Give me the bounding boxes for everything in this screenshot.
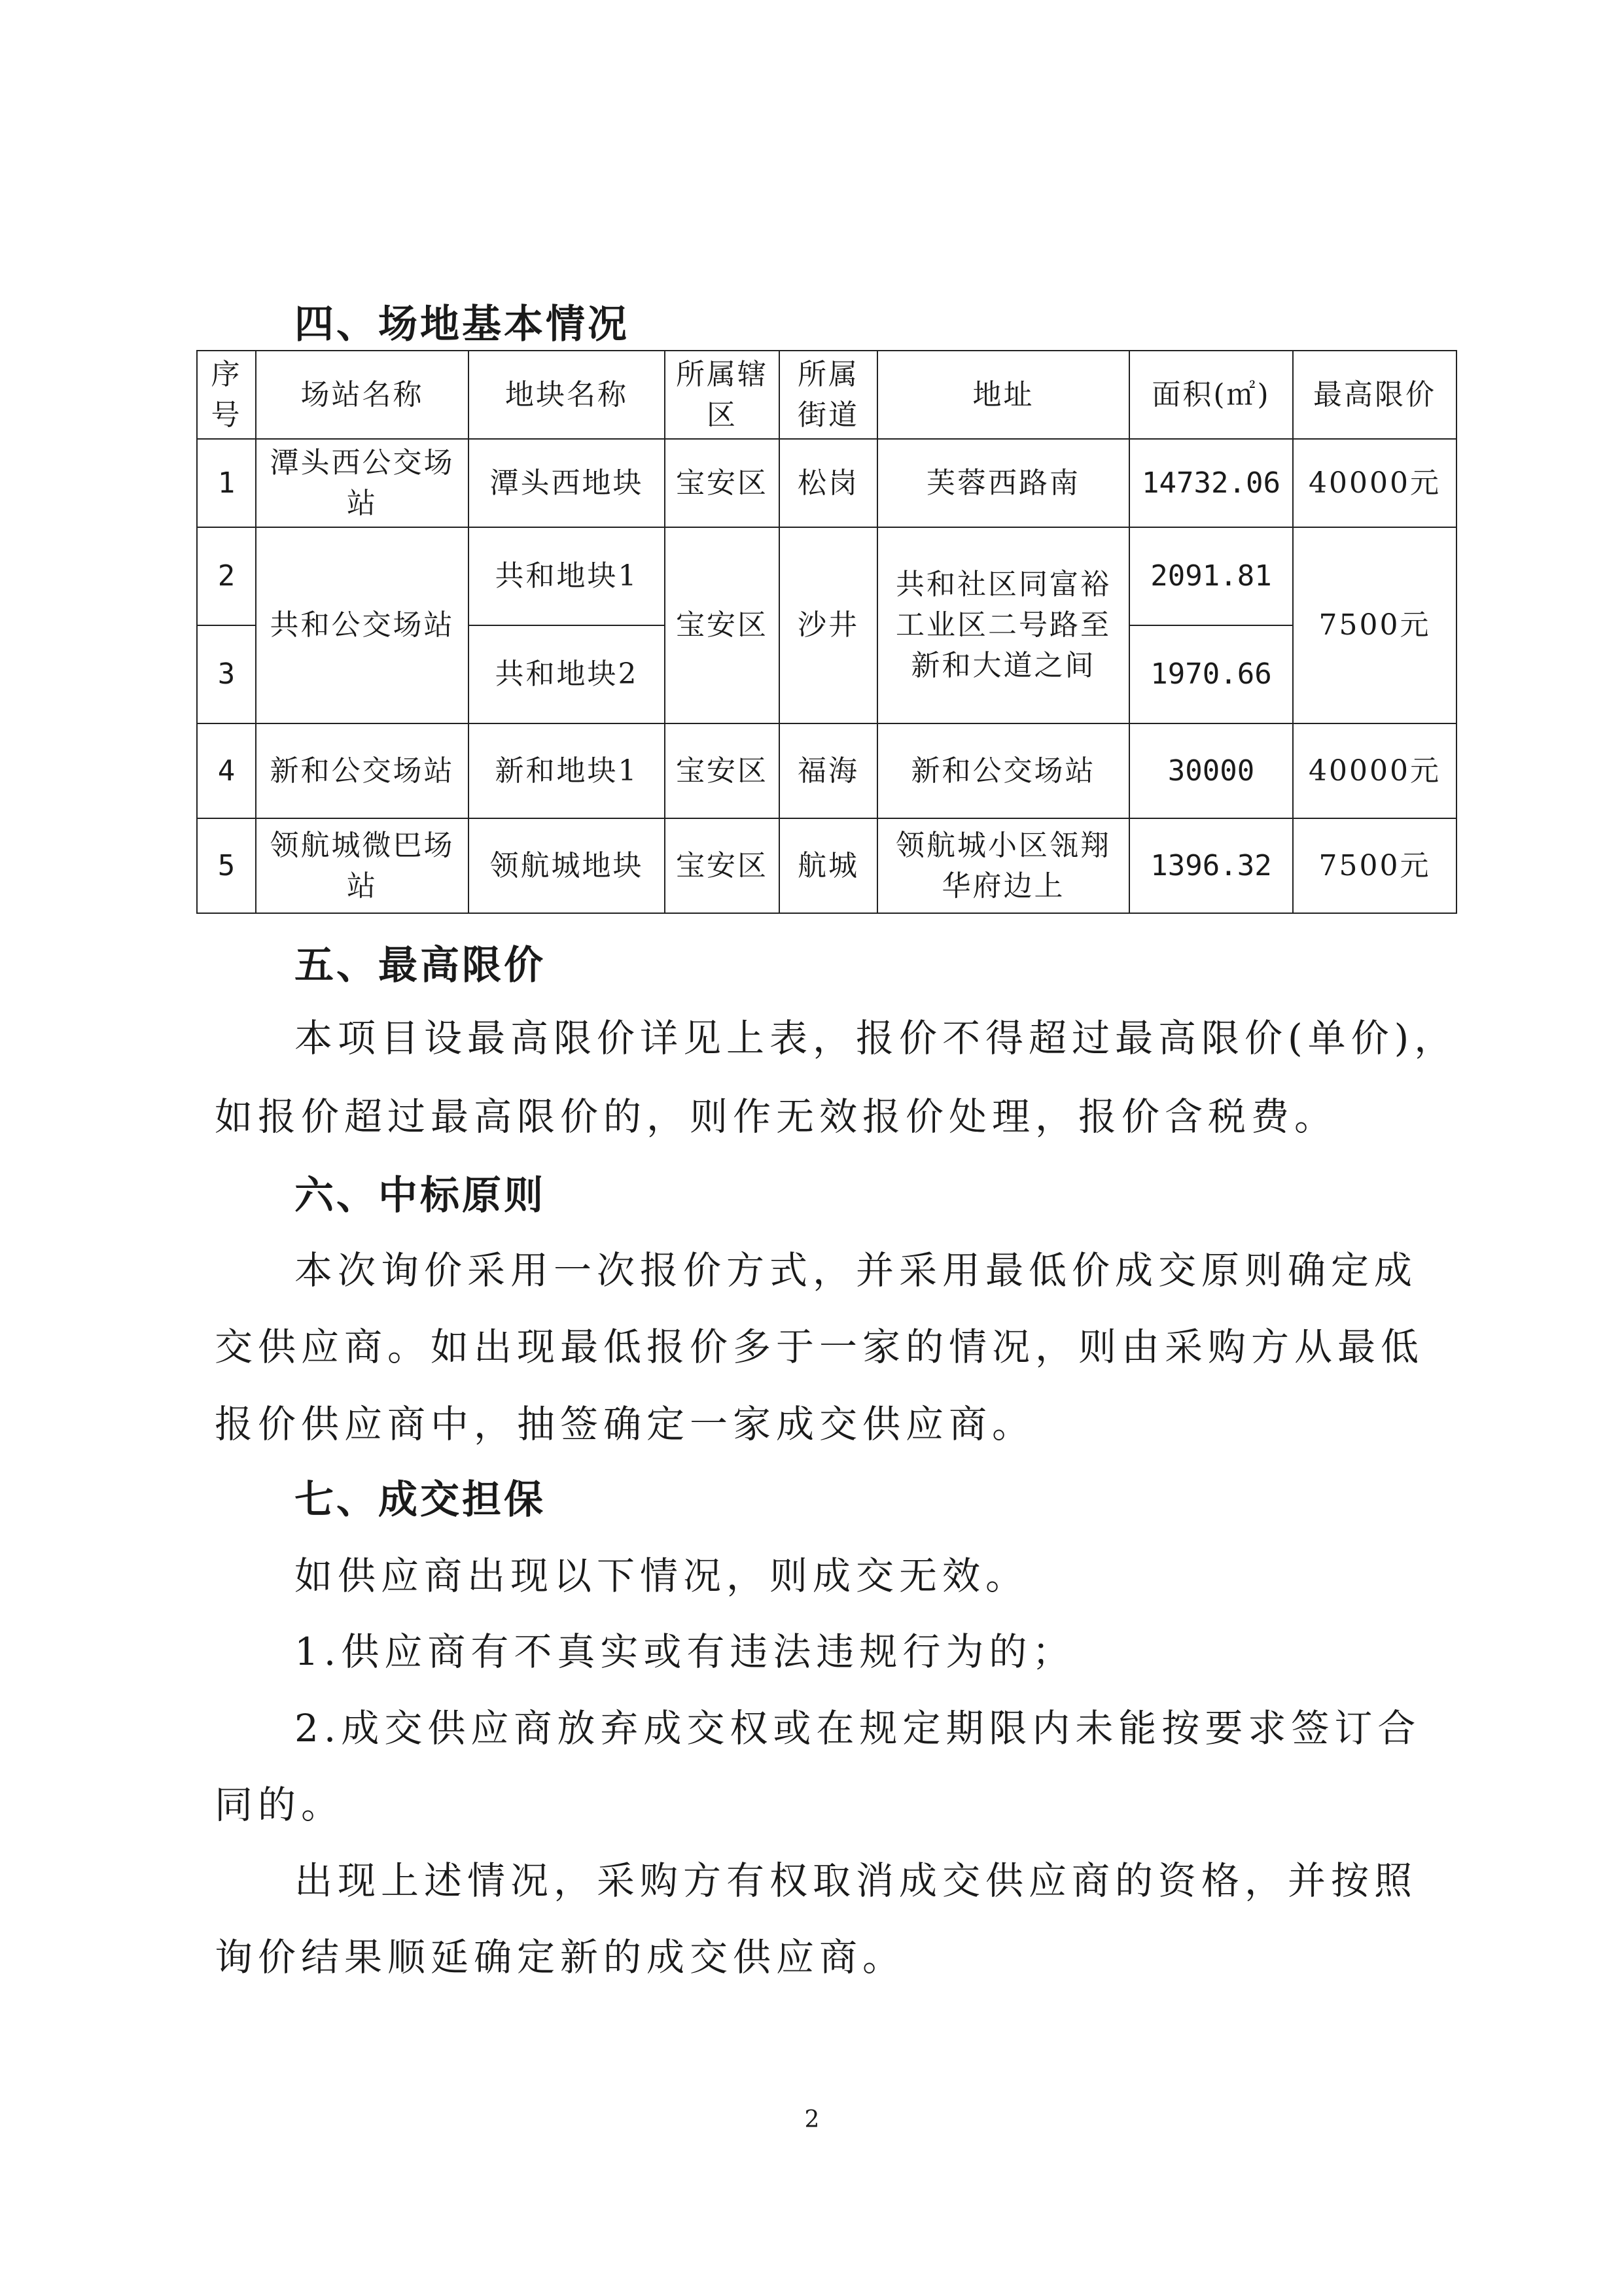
cell-area: 1970.66 xyxy=(1129,625,1293,723)
cell-serial: 4 xyxy=(197,723,256,818)
cell-station: 共和公交场站 xyxy=(256,527,468,723)
section-7-item-1: 1.供应商有不真实或有违法违规行为的； xyxy=(294,1629,1076,1674)
section-5-paragraph-line: 如报价超过最高限价的，则作无效报价处理，报价含税费。 xyxy=(215,1094,1338,1139)
cell-district: 宝安区 xyxy=(665,439,779,527)
section-7-heading: 七、成交担保 xyxy=(294,1477,546,1523)
section-5-heading: 五、最高限价 xyxy=(294,943,546,988)
cell-area: 1396.32 xyxy=(1129,818,1293,913)
table-row xyxy=(197,723,1456,818)
table-row xyxy=(197,527,1456,625)
cell-plot: 潭头西地块 xyxy=(468,439,665,527)
cell-serial: 2 xyxy=(197,527,256,625)
cell-district: 宝安区 xyxy=(665,723,779,818)
cell-price: 7500元 xyxy=(1293,527,1456,723)
cell-address: 芙蓉西路南 xyxy=(877,439,1129,527)
cell-street: 福海 xyxy=(779,723,877,818)
header-area: 面积(㎡) xyxy=(1129,351,1293,439)
section-7-item-2-line: 同的。 xyxy=(215,1783,345,1827)
cell-district: 宝安区 xyxy=(665,527,779,723)
cell-plot: 共和地块1 xyxy=(468,527,665,625)
site-info-table xyxy=(196,350,1457,914)
section-6-paragraph-line: 交供应商。如出现最低报价多于一家的情况，则由采购方从最低 xyxy=(215,1325,1424,1369)
cell-area: 14732.06 xyxy=(1129,439,1293,527)
header-station: 场站名称 xyxy=(256,351,468,439)
section-6-paragraph-line: 报价供应商中，抽签确定一家成交供应商。 xyxy=(215,1402,1036,1446)
cell-serial: 1 xyxy=(197,439,256,527)
table-row xyxy=(197,439,1456,527)
section-7-intro: 如供应商出现以下情况，则成交无效。 xyxy=(294,1554,1029,1598)
cell-street: 航城 xyxy=(779,818,877,913)
header-serial: 序号 xyxy=(197,351,256,439)
section-6-paragraph-line: 本次询价采用一次报价方式，并采用最低价成交原则确定成 xyxy=(294,1248,1418,1293)
cell-area: 30000 xyxy=(1129,723,1293,818)
cell-station: 潭头西公交场站 xyxy=(256,439,468,527)
cell-street: 沙井 xyxy=(779,527,877,723)
header-district: 所属辖区 xyxy=(665,351,779,439)
section-5-paragraph-line: 本项目设最高限价详见上表，报价不得超过最高限价(单价)， xyxy=(294,1016,1458,1060)
cell-address: 新和公交场站 xyxy=(877,723,1129,818)
cell-plot: 新和地块1 xyxy=(468,723,665,818)
header-price: 最高限价 xyxy=(1293,351,1456,439)
section-7-paragraph-line: 询价结果顺延确定新的成交供应商。 xyxy=(215,1935,906,1979)
cell-serial: 5 xyxy=(197,818,256,913)
cell-serial: 3 xyxy=(197,625,256,723)
section-6-heading: 六、中标原则 xyxy=(294,1173,546,1219)
cell-area: 2091.81 xyxy=(1129,527,1293,625)
cell-price: 40000元 xyxy=(1293,439,1456,527)
cell-plot: 领航城地块 xyxy=(468,818,665,913)
cell-station: 新和公交场站 xyxy=(256,723,468,818)
table-row xyxy=(197,818,1456,913)
cell-district: 宝安区 xyxy=(665,818,779,913)
cell-address: 领航城小区瓴翔华府边上 xyxy=(877,818,1129,913)
header-street: 所属街道 xyxy=(779,351,877,439)
cell-plot: 共和地块2 xyxy=(468,625,665,723)
section-4-heading: 四、场地基本情况 xyxy=(294,302,629,347)
page-number: 2 xyxy=(804,2106,820,2133)
cell-address: 共和社区同富裕工业区二号路至新和大道之间 xyxy=(877,527,1129,723)
section-7-paragraph-line: 出现上述情况，采购方有权取消成交供应商的资格，并按照 xyxy=(294,1858,1418,1903)
header-address: 地址 xyxy=(877,351,1129,439)
section-7-item-2-line: 2.成交供应商放弃成交权或在规定期限内未能按要求签订合 xyxy=(294,1706,1421,1750)
table-header-row xyxy=(197,351,1456,439)
cell-price: 40000元 xyxy=(1293,723,1456,818)
cell-station: 领航城微巴场站 xyxy=(256,818,468,913)
header-plot: 地块名称 xyxy=(468,351,665,439)
cell-street: 松岗 xyxy=(779,439,877,527)
cell-price: 7500元 xyxy=(1293,818,1456,913)
